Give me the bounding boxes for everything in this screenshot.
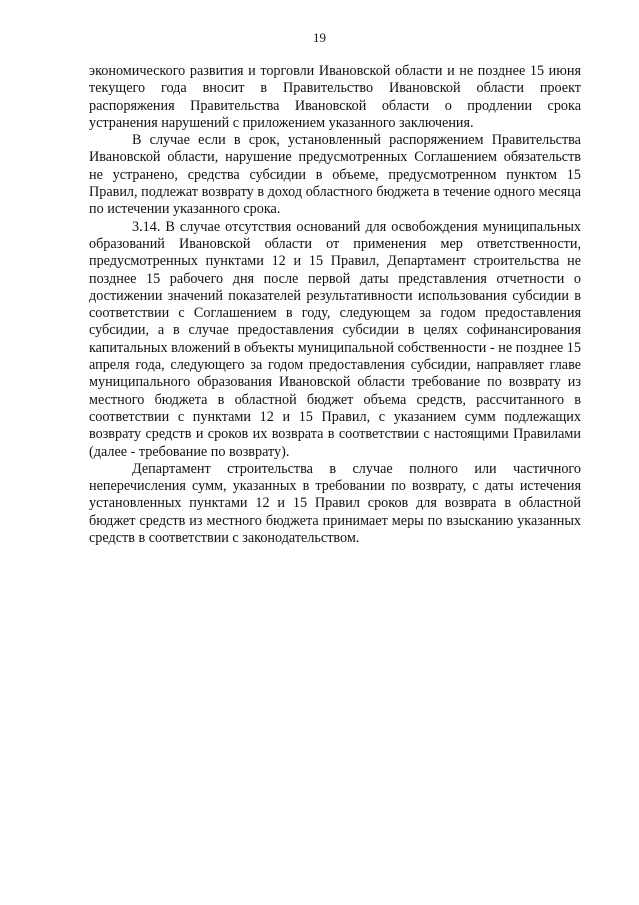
paragraph-department-measures: Департамент строительства в случае полного или частичного неперечисления сумм, указанных в требовании по возврату, с даты истечения установленных пунктами 12 и 15 Правил сроков для возврата в областной бюджет средств из местного бюджета принимает меры по взысканию указанных средств в соответствии с законодательством. — [89, 460, 581, 547]
paragraph-3-14: 3.14. В случае отсутствия оснований для освобождения муниципальных образований Ивановской области от применения мер ответственности, предусмотренных пунктами 12 и 15 Правил, Департамент строительства не позднее 15 рабочего дня после первой даты представления отчетности о достижении значений показателей результативности использования субсидии в соответствии с Соглашением в году, следующем за годом предоставления субсидии, а в случае предоставления субсидии в целях софинансирования капитальных вложений в объекты муниципальной собственности - не позднее 15 апреля года, следующего за годом предоставления субсидии, направляет главе муниципального образования Ивановской области требование по возврату из местного бюджета в областной бюджет объема средств, рассчитанного в соответствии с пунктами 12 и 15 Правил, с указанием сумм подлежащих возврату средств и сроков их возврата в соответствии с настоящими Правилами (далее - требование по возврату). — [89, 218, 581, 460]
page-number: 19 — [313, 30, 326, 45]
document-body — [89, 63, 581, 547]
paragraph-continuation: экономического развития и торговли Ивановской области и не позднее 15 июня текущего года вносит в Правительство Ивановской области проект распоряжения Правительства Ивановской области о продлении срока устранения нарушений с приложением указанного заключения. — [89, 63, 581, 131]
paragraph-deadline-violation: В случае если в срок, установленный распоряжением Правительства Ивановской области, нарушение предусмотренных Соглашением обязательств не устранено, средства субсидии в объеме, предусмотренном пунктом 15 Правил, подлежат возврату в доход областного бюджета в течение одного месяца по истечении указанного срока. — [89, 132, 581, 218]
